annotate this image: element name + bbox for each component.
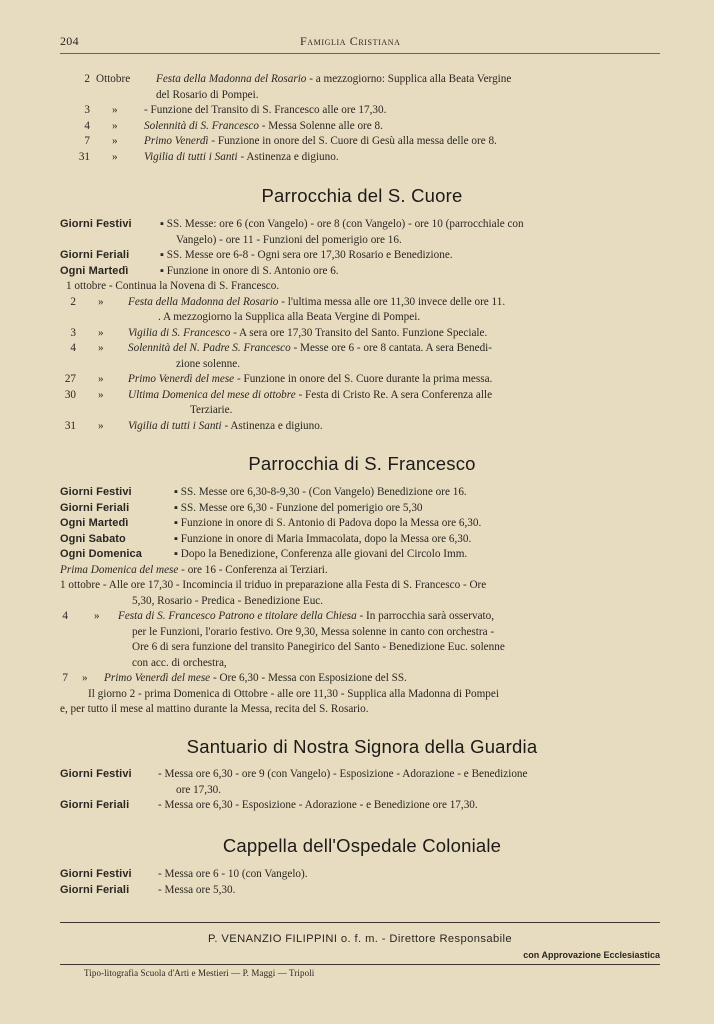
schedule-line: Ogni Sabato ▪ Funzione in onore di Maria Immacolata, dopo la Messa ore 6,30. bbox=[60, 532, 472, 545]
footer-rule-bottom bbox=[60, 964, 660, 965]
schedule-label: Giorni Feriali bbox=[60, 501, 130, 514]
calendar-line-cont: . A mezzogiorno la Supplica alla Beata Vergine di Pompei. bbox=[158, 311, 421, 323]
schedule-line: Giorni Feriali ▪ SS. Messe ore 6,30 - Funzione del pomerigio ore 5,30 bbox=[60, 501, 423, 514]
section-cuore bbox=[60, 217, 664, 434]
schedule-label: Giorni Festivi bbox=[60, 868, 132, 880]
closing-line: Il giorno 2 - prima Domenica di Ottobre - alle ore 11,30 - Supplica alla Madonna di Pompei bbox=[88, 687, 499, 700]
calendar-line-cont: per le Funzioni, l'orario festivo. Ore 9,30, Messa solenne in canto con orchestra - bbox=[132, 625, 495, 638]
printer-line: Tipo-litografia Scuola d'Arti e Mestieri — P. Maggi — Tripoli bbox=[84, 968, 315, 978]
calendar-line: 4 » Festa di S. Francesco Patrono e titolare della Chiesa - In parrocchia sarà osservato, bbox=[62, 610, 495, 622]
section-francesco bbox=[60, 485, 664, 718]
intro-calendar bbox=[60, 72, 664, 165]
schedule-line-cont: ore 17,30. bbox=[176, 783, 222, 796]
schedule-line: Giorni Feriali ▪ SS. Messe ore 6-8 - Ogni sera ore 17,30 Rosario e Benedizione. bbox=[60, 249, 453, 261]
calendar-line: 30 » Ultima Domenica del mese di ottobre - Festa di Cristo Re. A sera Conferenza alle bbox=[64, 388, 493, 401]
calendar-line: 3 » Vigilia di S. Francesco - A sera ore 17,30 Transito del Santo. Funzione Speciale. bbox=[70, 326, 488, 339]
running-header bbox=[60, 34, 660, 50]
schedule-label: Giorni Festivi bbox=[60, 486, 132, 498]
schedule-label: Ogni Domenica bbox=[60, 548, 142, 560]
calendar-line: 7 » Primo Venerdì - Funzione in onore del S. Cuore di Gesù alla messa delle ore 8. bbox=[84, 135, 497, 147]
calendar-line-cont: zione solenne. bbox=[176, 357, 240, 370]
footer-rule-top bbox=[60, 922, 660, 923]
schedule-line: Giorni Feriali - Messa ore 5,30. bbox=[60, 883, 236, 896]
calendar-line: 2 » Festa della Madonna del Rosario - l'ultima messa alle ore 11,30 invece delle ore 11. bbox=[70, 295, 506, 308]
calendar-line: 4 » Solennità del N. Padre S. Francesco - Messe ore 6 - ore 8 cantata. A sera Benedi- bbox=[70, 342, 493, 354]
section-title-cuore: Parrocchia del S. Cuore bbox=[261, 185, 463, 206]
calendar-line: 2 Ottobre Festa della Madonna del Rosario - a mezzogiorno: Supplica alla Beata Vergine bbox=[84, 73, 512, 85]
calendar-line: 7 » Primo Venerdì del mese - Ore 6,30 - Messa con Esposizione del SS. bbox=[62, 672, 407, 684]
section-title-francesco: Parrocchia di S. Francesco bbox=[248, 453, 476, 474]
schedule-line: Giorni Festivi ▪ SS. Messe: ore 6 (con Vangelo) - ore 8 (con Vangelo) - ore 10 (parrocchiale con bbox=[60, 218, 524, 230]
schedule-line-cont: Vangelo) - ore 11 - Funzioni del pomerigio ore 16. bbox=[176, 233, 402, 246]
schedule-label: Ogni Martedì bbox=[60, 517, 129, 529]
calendar-line: 4 » Solennità di S. Francesco - Messa Solenne alle ore 8. bbox=[84, 119, 383, 132]
section-title-guardia: Santuario di Nostra Signora della Guardia bbox=[186, 736, 538, 757]
closing-line: e, per tutto il mese al mattino durante la Messa, recita del S. Rosario. bbox=[60, 703, 369, 715]
section-title-ospedale: Cappella dell'Ospedale Coloniale bbox=[222, 835, 502, 856]
schedule-label: Ogni Sabato bbox=[60, 532, 126, 545]
schedule-label: Ogni Martedì bbox=[60, 264, 129, 277]
schedule-label: Giorni Feriali bbox=[60, 883, 130, 896]
calendar-line: 1 ottobre - Continua la Novena di S. Francesco. bbox=[66, 280, 280, 292]
schedule-label: Giorni Feriali bbox=[60, 799, 130, 811]
section-guardia bbox=[60, 767, 664, 814]
calendar-line: 1 ottobre - Alle ore 17,30 - Incomincia il triduo in preparazione alla Festa di S. Francesco - Ore bbox=[60, 579, 487, 591]
schedule-line: Giorni Feriali - Messa ore 6,30 - Esposizione - Adorazione - e Benedizione ore 17,30. bbox=[60, 799, 478, 811]
calendar-line: 27 » Primo Venerdì del mese - Funzione in onore del S. Cuore durante la prima messa. bbox=[64, 373, 493, 385]
director-line: P. VENANZIO FILIPPINI o. f. m. - Direttore Responsabile bbox=[207, 933, 513, 945]
schedule-label: Giorni Feriali bbox=[60, 249, 130, 261]
schedule-line: Giorni Festivi - Messa ore 6 - 10 (con Vangelo). bbox=[60, 868, 308, 880]
section-ospedale bbox=[60, 867, 664, 898]
schedule-label: Giorni Festivi bbox=[60, 768, 132, 780]
approval-line: con Approvazione Ecclesiastica bbox=[523, 950, 660, 960]
journal-title: Famiglia Cristiana bbox=[300, 34, 401, 48]
calendar-line: 31 » Vigilia di tutti i Santi - Astinenza e digiuno. bbox=[64, 419, 323, 432]
calendar-line-cont: del Rosario di Pompei. bbox=[156, 88, 259, 101]
schedule-line: Ogni Martedì ▪ Funzione in onore di S. Antonio ore 6. bbox=[60, 264, 339, 277]
calendar-line: 31 » Vigilia di tutti i Santi - Astinenza e digiuno. bbox=[78, 150, 339, 163]
schedule-line: Ogni Domenica ▪ Dopo la Benedizione, Conferenza alle giovani del Circolo Imm. bbox=[60, 548, 468, 560]
calendar-line-cont: Terziarie. bbox=[190, 404, 233, 416]
header-rule bbox=[60, 53, 660, 54]
schedule-line: Ogni Martedì ▪ Funzione in onore di S. Antonio di Padova dopo la Messa ore 6,30. bbox=[60, 517, 482, 529]
schedule-line: Giorni Festivi - Messa ore 6,30 - ore 9 (con Vangelo) - Esposizione - Adorazione - e Benedizione bbox=[60, 768, 528, 780]
page-number: 204 bbox=[60, 34, 79, 48]
schedule-line: Giorni Festivi ▪ SS. Messe ore 6,30-8-9,30 - (Con Vangelo) Benedizione ore 16. bbox=[60, 486, 467, 498]
schedule-label: Giorni Festivi bbox=[60, 218, 132, 230]
calendar-line: Prima Domenica del mese - ore 16 - Conferenza ai Terziari. bbox=[60, 563, 328, 576]
calendar-line-cont: con acc. di orchestra, bbox=[132, 656, 227, 669]
calendar-line: 3 » - Funzione del Transito di S. Francesco alle ore 17,30. bbox=[84, 104, 387, 116]
calendar-line-cont: Ore 6 di sera funzione del transito Panegirico del Santo - Benedizione Euc. solenne bbox=[132, 641, 505, 653]
calendar-line-cont: 5,30, Rosario - Predica - Benedizione Euc. bbox=[132, 594, 324, 607]
